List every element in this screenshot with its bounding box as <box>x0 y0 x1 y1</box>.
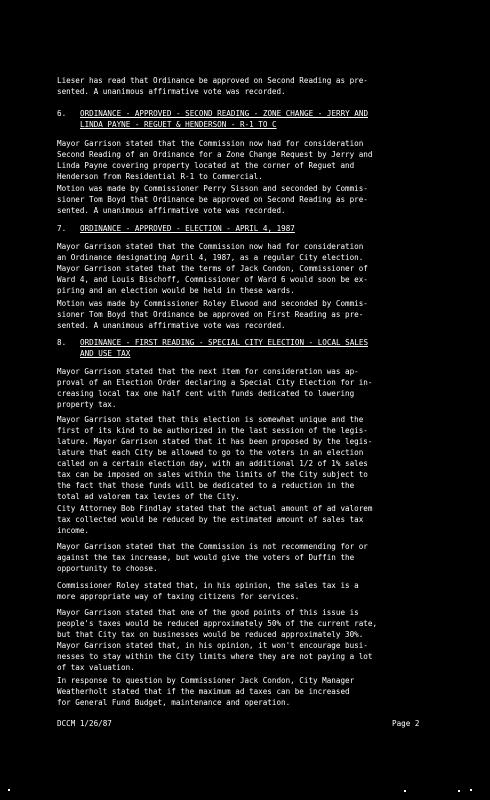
text-line: sented. A unanimous affirmative vote was recorded. <box>57 206 286 215</box>
text-line: of tax valuation. <box>57 663 135 672</box>
text-line: In response to question by Commissioner Jack Condon, City Manager <box>57 676 355 685</box>
text-line: tax collected would be reduced by the estimated amount of sales tax <box>57 515 364 524</box>
text-line: Second Reading of an Ordinance for a Zone Change Request by Jerry and <box>57 150 373 159</box>
paragraph <box>57 541 442 574</box>
text-line: people's taxes would be reduced approximately 50% of the current rate, <box>57 619 378 628</box>
text-line: for General Fund Budget, maintenance and operation. <box>57 698 291 707</box>
paragraph <box>57 607 442 673</box>
text-line: tax can be imposed on sales within the limits of the City subject to <box>57 470 368 479</box>
paragraph <box>57 366 442 410</box>
scan-speck <box>8 789 10 791</box>
text-line: Mayor Garrison stated that, in his opinion, it won't encourage busi- <box>57 641 368 650</box>
heading-line: ORDINANCE - APPROVED - ELECTION - APRIL 4, 1987 <box>80 224 295 233</box>
paragraph <box>57 414 442 502</box>
paragraph <box>57 503 442 536</box>
heading-line: ORDINANCE - FIRST READING - SPECIAL CITY ELECTION - LOCAL SALES <box>80 338 369 347</box>
text-line: Mayor Garrison stated that one of the good points of this issue is <box>57 608 359 617</box>
text-line: Mayor Garrison stated that this election is somewhat unique and the <box>57 415 364 424</box>
text-line: Mayor Garrison stated that the terms of Jack Condon, Commissioner of <box>57 264 368 273</box>
paragraph <box>57 138 442 182</box>
text-line: piring and an election would be held in these wards. <box>57 286 295 295</box>
scan-speck <box>458 790 460 792</box>
section-number: 8. <box>57 338 67 347</box>
scan-speck <box>404 790 406 792</box>
text-line: Lieser has read that Ordinance be approved on Second Reading as pre- <box>57 76 368 85</box>
paragraph <box>57 241 442 296</box>
text-line: proval of an Election Order declaring a Special City Election for in- <box>57 378 373 387</box>
text-line: lature that each City be allowed to go to the voters in an election <box>57 448 364 457</box>
scan-speck <box>470 789 472 791</box>
text-line: against the tax increase, but would give the voters of Duffin the <box>57 553 355 562</box>
section-number: 6. <box>57 109 67 118</box>
text-line: Motion was made by Commissioner Roley Elwood and seconded by Commis- <box>57 299 368 308</box>
text-line: Henderson from Residential R-1 to Commercial. <box>57 172 263 181</box>
paragraph-continuation <box>57 75 442 97</box>
heading-line: LINDA PAYNE - REGUET & HENDERSON - R-1 TO C <box>80 120 277 129</box>
text-line: Mayor Garrison stated that the Commission is not recommending for or <box>57 542 368 551</box>
text-line: total ad valorem tax levies of the City. <box>57 492 240 501</box>
text-line: the fact that those funds will be dedicated to a reduction in the <box>57 481 355 490</box>
footer-document-code: DCCM 1/26/87 <box>57 719 112 728</box>
text-line: Weatherholt stated that if the maximum ad taxes can be increased <box>57 687 350 696</box>
paragraph <box>57 675 442 708</box>
paragraph <box>57 580 442 602</box>
text-line: sioner Tom Boyd that Ordinance be approved on Second Reading as pre- <box>57 195 368 204</box>
text-line: but that City tax on businesses would be reduced approximately 30%. <box>57 630 364 639</box>
text-line: sented. A unanimous affirmative vote was recorded. <box>57 321 286 330</box>
text-line: Motion was made by Commissioner Perry Sisson and seconded by Commis- <box>57 184 368 193</box>
text-line: sented. A unanimous affirmative vote was recorded. <box>57 87 286 96</box>
text-line: creasing local tax one half cent with funds dedicated to lowering <box>57 389 355 398</box>
text-line: more appropriate way of taxing citizens for services. <box>57 592 300 601</box>
text-line: called on a certain election day, with an additional 1/2 of 1% sales <box>57 459 368 468</box>
paragraph <box>57 183 442 216</box>
section-number: 7. <box>57 224 67 233</box>
text-line: Mayor Garrison stated that the next item for consideration was ap- <box>57 367 359 376</box>
paragraph <box>57 298 442 331</box>
text-line: Commissioner Roley stated that, in his opinion, the sales tax is a <box>57 581 359 590</box>
text-line: nesses to stay within the City limits where they are not paying a lot <box>57 652 373 661</box>
heading-line: ORDINANCE - APPROVED - SECOND READING - ZONE CHANGE - JERRY AND <box>80 109 369 118</box>
text-line: Linda Payne covering property located at the corner of Reguet and <box>57 161 355 170</box>
text-line: income. <box>57 526 90 535</box>
text-line: City Attorney Bob Findlay stated that the actual amount of ad valorem <box>57 504 373 513</box>
footer-page-number: Page 2 <box>392 719 420 728</box>
text-line: Mayor Garrison stated that the Commission now had for consideration <box>57 242 364 251</box>
text-line: first of its kind to be authorized in the last session of the legis- <box>57 426 368 435</box>
text-line: lature. Mayor Garrison stated that it has been proposed by the legis- <box>57 437 373 446</box>
text-line: opportunity to choose. <box>57 564 158 573</box>
text-line: property tax. <box>57 400 117 409</box>
heading-line: AND USE TAX <box>80 349 131 358</box>
text-line: Ward 4, and Louis Bischoff, Commissioner of Ward 6 would soon be ex- <box>57 275 368 284</box>
text-line: sioner Tom Boyd that Ordinance be approved on First Reading as pre- <box>57 310 364 319</box>
text-line: an Ordinance designating April 4, 1987, as a regular City election. <box>57 253 364 262</box>
text-line: Mayor Garrison stated that the Commission now had for consideration <box>57 139 364 148</box>
